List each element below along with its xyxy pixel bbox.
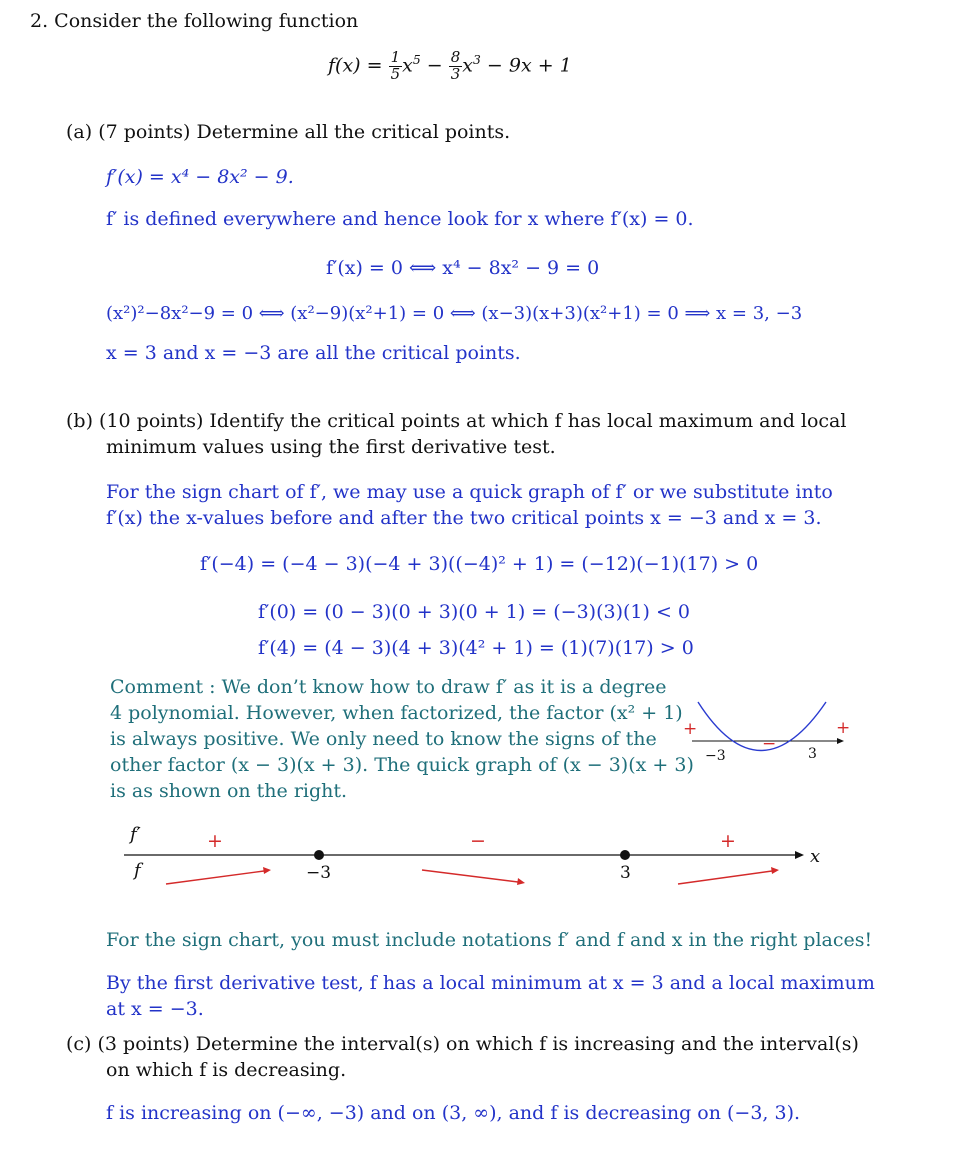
increasing-arrow-right xyxy=(678,867,779,884)
comment-line-2: 4 polynomial. However, when factorized, the factor (x² + 1) xyxy=(110,702,683,724)
sign-chart-critical-point-3 xyxy=(620,850,630,860)
problem-heading: 2. Consider the following function xyxy=(30,10,359,32)
minus-sign: − xyxy=(426,54,443,77)
eval-f-prime-neg4: f′(−4) = (−4 − 3)(−4 + 3)((−4)² + 1) = (−12)(−1)(17) > 0 xyxy=(200,553,759,575)
sign-chart-sign-right: + xyxy=(720,830,736,852)
function-tail: − 9x + 1 xyxy=(486,54,572,77)
fraction-one-fifth xyxy=(389,50,403,83)
quick-graph-middle-sign: − xyxy=(762,734,777,754)
sign-chart-label-neg3: −3 xyxy=(306,863,332,883)
sign-chart-notation-note: For the sign chart, you must include notations f′ and f and x in the right places! xyxy=(106,929,873,951)
comment-line-5: is as shown on the right. xyxy=(110,780,348,802)
part-a-factorization: (x²)²−8x²−9 = 0 ⟺ (x²−9)(x²+1) = 0 ⟺ (x−3)(x+3)(x²+1) = 0 ⟹ x = 3, −3 xyxy=(106,303,803,324)
frac1-den: 5 xyxy=(390,64,401,83)
comment-paragraph xyxy=(110,674,694,804)
sign-chart-sign-middle: − xyxy=(470,830,486,852)
sign-intro-line2: f′(x) the x-values before and after the two critical points x = −3 and x = 3. xyxy=(106,507,822,529)
term2-exp: 3 xyxy=(473,52,481,67)
part-b-prompt-line2: minimum values using the first derivative test. xyxy=(106,436,556,458)
part-c-answer: f is increasing on (−∞, −3) and on (3, ∞), and f is decreasing on (−3, 3). xyxy=(106,1102,801,1124)
part-b-result-line2: at x = −3. xyxy=(106,998,204,1020)
part-a-defined-note: f′ is defined everywhere and hence look for x where f′(x) = 0. xyxy=(106,208,694,230)
decreasing-arrow-middle xyxy=(422,870,525,885)
term1-exp: 5 xyxy=(412,52,421,67)
quick-graph-left-sign: + xyxy=(683,719,698,739)
part-a-derivative: f′(x) = x⁴ − 8x² − 9. xyxy=(106,166,294,188)
increasing-arrow-left xyxy=(166,867,271,884)
part-a-conclusion: x = 3 and x = −3 are all the critical points. xyxy=(106,342,521,364)
part-b-prompt-line1: (b) (10 points) Identify the critical points at which f has local maximum and local xyxy=(66,410,847,432)
fraction-eight-thirds xyxy=(449,50,463,83)
frac2-den: 3 xyxy=(450,64,461,83)
sign-chart-label-3: 3 xyxy=(620,863,631,883)
sign-chart-f-label: f xyxy=(134,860,141,881)
comment-line-4: other factor (x − 3)(x + 3). The quick graph of (x − 3)(x + 3) xyxy=(110,754,694,776)
quick-graph-right-root: 3 xyxy=(808,746,817,762)
sign-intro-line1: For the sign chart of f′, we may use a quick graph of f′ or we substitute into xyxy=(106,481,833,503)
frac2-num: 8 xyxy=(450,48,461,66)
sign-chart-x-label: x xyxy=(810,846,821,867)
part-a-equation: f′(x) = 0 ⟺ x⁴ − 8x² − 9 = 0 xyxy=(326,257,600,279)
quick-graph-arrow xyxy=(837,738,844,744)
eval-f-prime-4: f′(4) = (4 − 3)(4 + 3)(4² + 1) = (1)(7)(17) > 0 xyxy=(258,637,694,659)
term2-var: x xyxy=(462,54,473,77)
sign-chart xyxy=(110,818,850,898)
part-b-result-line1: By the first derivative test, f has a local minimum at x = 3 and a local maximum xyxy=(106,972,875,994)
frac1-num: 1 xyxy=(390,48,401,66)
eval-f-prime-0: f′(0) = (0 − 3)(0 + 3)(0 + 1) = (−3)(3)(1) < 0 xyxy=(258,601,691,623)
comment-line-3: is always positive. We only need to know the signs of the xyxy=(110,728,657,750)
comment-line-1: Comment : We don’t know how to draw f′ as it is a degree xyxy=(110,676,667,698)
sign-chart-fprime-label: f′ xyxy=(130,824,141,845)
part-c-prompt-line1: (c) (3 points) Determine the interval(s) on which f is increasing and the interval(s) xyxy=(66,1033,859,1055)
term1-var: x xyxy=(402,54,413,77)
quick-graph-left-root: −3 xyxy=(705,748,726,764)
sign-chart-arrow xyxy=(795,851,804,859)
quick-graph xyxy=(678,694,854,774)
function-definition xyxy=(328,50,572,83)
part-a-prompt: (a) (7 points) Determine all the critical points. xyxy=(66,121,511,143)
part-c-prompt-line2: on which f is decreasing. xyxy=(106,1059,347,1081)
sign-chart-sign-left: + xyxy=(207,830,223,852)
quick-graph-right-sign: + xyxy=(836,718,851,738)
sign-chart-critical-point-neg3 xyxy=(314,850,324,860)
function-lhs: f(x) = xyxy=(328,54,383,77)
